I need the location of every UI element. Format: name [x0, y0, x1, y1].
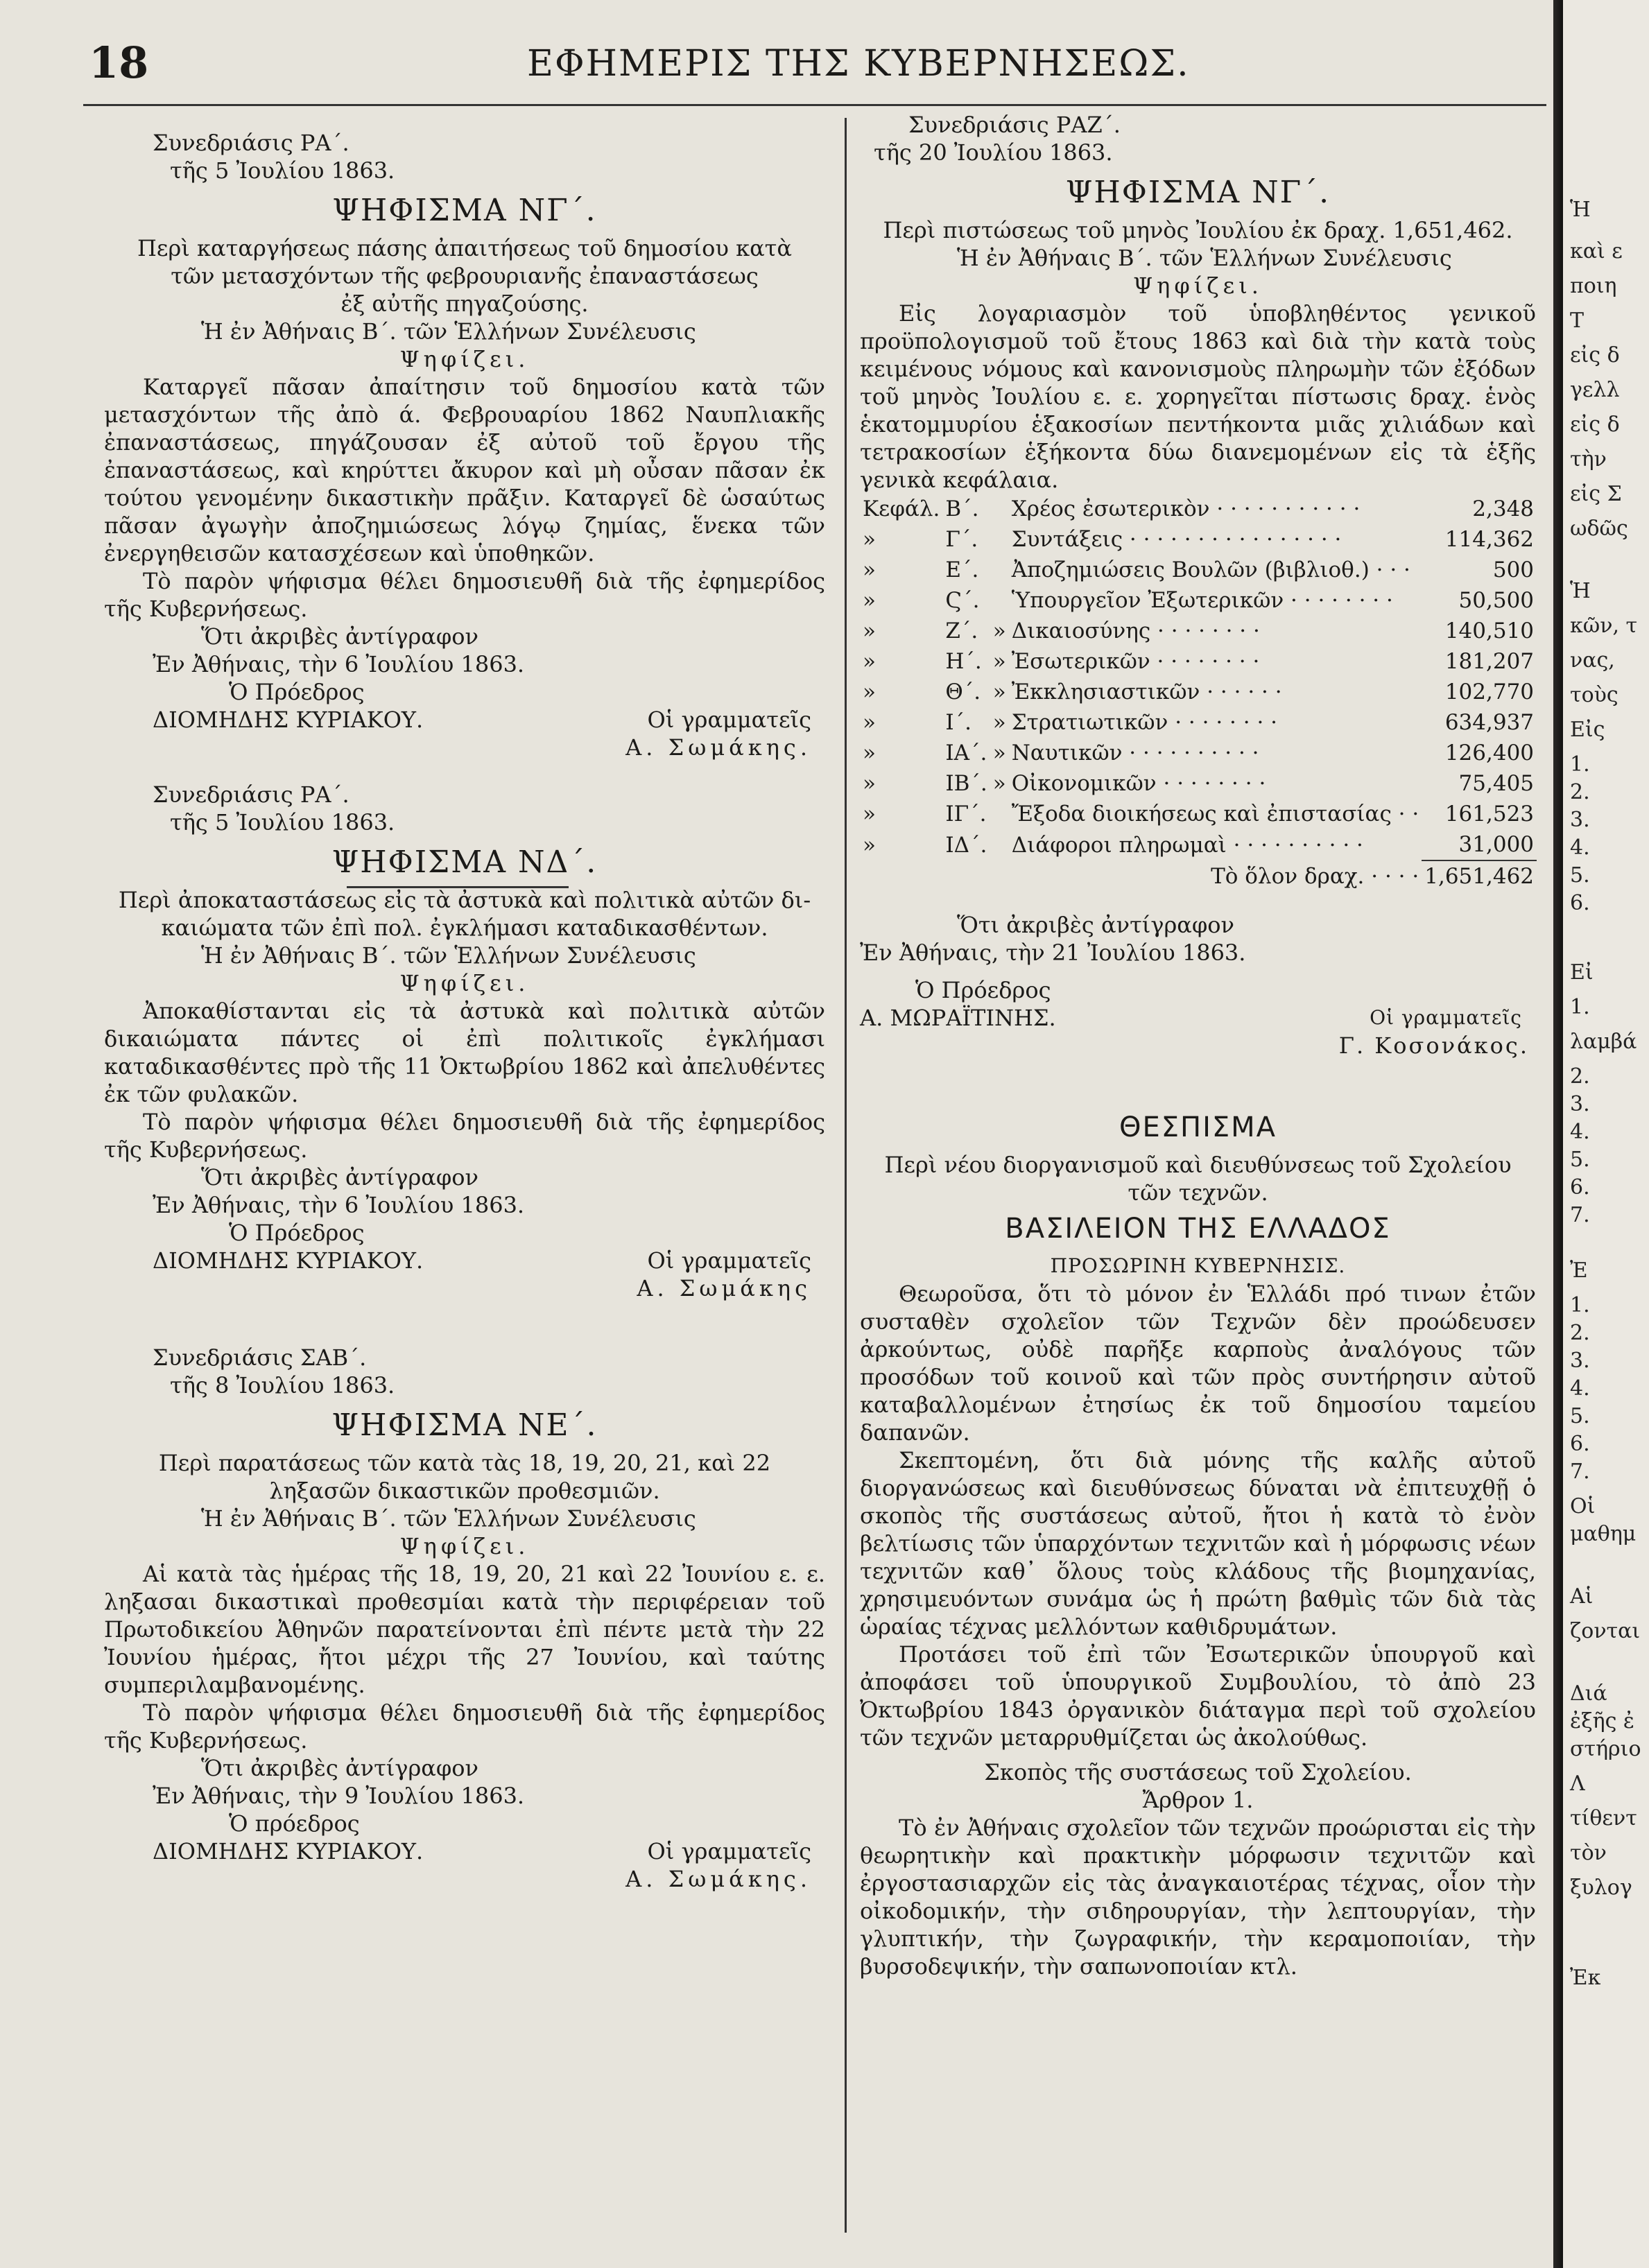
next-page-text-fragment: τὸν — [1570, 1841, 1607, 1865]
next-page-text-fragment: 2. — [1570, 780, 1590, 804]
decree-nd — [104, 781, 825, 1302]
next-page-text-fragment: 3. — [1570, 1349, 1590, 1373]
budget-chapter-number: Η΄. — [945, 649, 982, 674]
secretary-name: Α. Σωμάκης. — [625, 734, 811, 761]
next-page-text-fragment: Εἰ — [1570, 960, 1594, 985]
next-page-text-fragment: Διά — [1570, 1681, 1607, 1706]
next-page-text-fragment: ἐξῆς ἐ — [1570, 1709, 1635, 1733]
decrees-word: Ψηφίζει. — [399, 346, 530, 372]
budget-ditto-mark: » — [992, 679, 1006, 704]
place-date: Ἐν Ἀθήναις, τὴν 6 Ἰουλίου 1863. — [153, 1192, 525, 1218]
next-page-text-fragment: 1. — [1570, 995, 1590, 1019]
kingdom-heading: ΒΑΣΙΛΕΙΟΝ ΤΗΣ ΕΛΛΑΔΟΣ — [1005, 1213, 1391, 1245]
next-page-text-fragment: 4. — [1570, 1376, 1590, 1401]
decrees-word: Ψηφίζει. — [399, 1533, 530, 1559]
column-rule — [845, 118, 847, 2233]
next-page-text-fragment: Ἐ — [1570, 1258, 1588, 1283]
thespisma-subject-line: τῶν τεχνῶν. — [1128, 1179, 1268, 1206]
right-column — [860, 111, 1536, 1980]
budget-item-label: Δικαιοσύνης · · · · · · · · — [1011, 618, 1260, 643]
secretary-name: Γ. Κοσονάκος. — [1338, 1032, 1529, 1059]
budget-item-amount: 75,405 — [1458, 771, 1535, 796]
budget-chapter-prefix: » — [863, 588, 876, 613]
assembly-line: Ἡ ἐν Ἀθήναις Β΄. τῶν Ἑλλήνων Συνέλευσις — [201, 318, 696, 345]
decrees-word: Ψηφίζει. — [399, 970, 530, 996]
budget-item-amount: 634,937 — [1444, 710, 1535, 735]
decree-subject: Περὶ πιστώσεως τοῦ μηνὸς Ἰουλίου ἐκ δραχ. 1,651,462. — [883, 217, 1513, 243]
signatures — [104, 706, 825, 734]
session-line: Συνεδριάσις ΡΑ΄. — [153, 130, 349, 156]
next-page-text-fragment: 7. — [1570, 1460, 1590, 1484]
budget-row — [860, 524, 1537, 555]
publication-clause: Τὸ παρὸν ψήφισμα θέλει δημοσιευθῆ διὰ τῆς ἐφημερίδος τῆς Κυβερνήσεως. — [104, 1699, 825, 1754]
next-page-text-fragment: 3. — [1570, 808, 1590, 832]
budget-row — [860, 616, 1537, 646]
decree-body: Καταργεῖ πᾶσαν ἀπαίτησιν τοῦ δημοσίου κατὰ τῶν μετασχόντων τῆς ἀπὸ ά. Φεβρουαρίου 1862 Ναυπλιακῆς ἐπαναστάσεως, πηγάζουσαν ἐξ αὐτοῦ τοῦ ἔργου τῆς ἐπαναστάσεως, καὶ κηρύττει ἄκυρον καὶ μὴ οὖσαν πᾶσαν ἐκ τούτου γενομένην δικαστικὴν πρᾶξιν. Καταργεῖ δὲ ὡσαύτως πᾶσαν ἀγωγὴν ἀποζημιώσεως λόγῳ ζημίας, ἕνεκα τῶν ἐνεργηθεισῶν κατασχέσεων καὶ ὑποθηκῶν. — [104, 374, 825, 566]
assembly-line: Ἡ ἐν Ἀθήναις Β΄. τῶν Ἑλλήνων Συνέλευσις — [201, 1505, 696, 1532]
next-page-text-fragment: στήριο — [1570, 1737, 1641, 1761]
budget-chapter-number: Ε΄. — [945, 557, 979, 582]
decree-body: Ἀποκαθίστανται εἰς τὰ ἀστυκὰ καὶ πολιτικὰ αὐτῶν δικαιώματα πάντες οἱ ἐπὶ πολιτικοῖς ἐγκλήμασι καταδικασθέντες πρὸ τῆς 11 Ὀκτωβρίου 1862 καὶ ἀπελυθέντες ἐκ τῶν φυλακῶν. — [104, 998, 825, 1107]
budget-chapter-prefix: » — [863, 618, 876, 643]
budget-row — [860, 646, 1537, 677]
next-page-text-fragment: 5. — [1570, 863, 1590, 888]
budget-item-label: Ὑπουργεῖον Ἐξωτερικῶν · · · · · · · · — [1011, 588, 1393, 613]
next-page-text-fragment: εἰς δ — [1570, 343, 1620, 367]
secretaries-label: Οἱ γραμματεῖς — [647, 1247, 811, 1274]
thespisma-title: ΘΕΣΠΙΣΜΑ — [1119, 1111, 1277, 1143]
budget-ditto-mark: » — [992, 741, 1006, 765]
budget-table — [860, 494, 1537, 892]
thespisma — [860, 1107, 1536, 1980]
next-page-text-fragment: 2. — [1570, 1064, 1590, 1089]
decree-subject-line: ἐξ αὐτῆς πηγαζούσης. — [340, 291, 589, 317]
section-heading: Σκοπὸς τῆς συστάσεως τοῦ Σχολείου. — [984, 1759, 1412, 1785]
budget-item-amount: 2,348 — [1472, 496, 1535, 521]
assembly-line: Ἡ ἐν Ἀθήναις Β΄. τῶν Ἑλλήνων Συνέλευσις — [201, 942, 696, 969]
budget-item-amount: 50,500 — [1458, 588, 1535, 613]
budget-chapter-number: ΙΒ΄. — [945, 771, 987, 796]
session-date: τῆς 5 Ἰουλίου 1863. — [170, 809, 395, 836]
article-heading: Ἄρθρον 1. — [1142, 1787, 1254, 1813]
article-text: Τὸ ἐν Ἀθήναις σχολεῖον τῶν τεχνῶν προώρισται εἰς τὴν θεωρητικὴν καὶ πρακτικὴν μόρφωσιν τεχνιτῶν καὶ ἐργοστασιαρχῶν εἰς τὰς ἀναγκαιοτέρας τέχνας, οἷον τὴν οἰκοδομικήν, τὴν σιδηρουργίαν, τὴν λεπτουργίαν, τὴν γλυπτικήν, τὴν ζωγραφικήν, τὴν κεραμοποιίαν, τὴν βυρσοδεψικήν, τὴν σαπωνοποιίαν κτλ. — [860, 1815, 1536, 1980]
budget-chapter-number: Ϛ΄. — [945, 588, 980, 613]
budget-chapter-prefix: » — [863, 679, 876, 704]
budget-chapter-prefix: » — [863, 741, 876, 765]
budget-item-label: Στρατιωτικῶν · · · · · · · · — [1011, 710, 1278, 735]
budget-total-row — [860, 860, 1537, 892]
publication-clause: Τὸ παρὸν ψήφισμα θέλει δημοσιευθῆ διὰ τῆς ἐφημερίδος τῆς Κυβερνήσεως. — [104, 568, 825, 622]
government-heading: ΠΡΟΣΩΡΙΝΗ ΚΥΒΕΡΝΗΣΙΣ. — [1050, 1254, 1346, 1277]
decree-subject-line: Περὶ παρατάσεως τῶν κατὰ τὰς 18, 19, 20, 21, καὶ 22 — [158, 1450, 771, 1476]
budget-row — [860, 494, 1537, 524]
decree-title: ΨΗΦΙΣΜΑ ΝΕ΄. — [331, 1408, 598, 1443]
next-page-text-fragment: λαμβά — [1570, 1030, 1637, 1054]
budget-chapter-number: Β΄. — [945, 496, 979, 521]
proposal-paragraph: Προτάσει τοῦ ἐπὶ τῶν Ἐσωτερικῶν ὑπουργοῦ καὶ ἀποφάσει τοῦ ὑπουργικοῦ Συμβουλίου, τὸ ἀπὸ 23 Ὀκτωβρίου 1843 ὀργανικὸν διάταγμα περὶ τοῦ σχολείου τῶν τεχνῶν μεταρρυθμίζεται ὡς ἀκολούθως. — [860, 1641, 1536, 1751]
budget-row — [860, 585, 1537, 616]
president-name: ΔΙΟΜΗΔΗΣ ΚΥΡΙΑΚΟΥ. — [153, 1838, 424, 1864]
next-page-text-fragment: ξυλογ — [1570, 1876, 1632, 1900]
signatures — [860, 1004, 1536, 1032]
budget-chapter-prefix: » — [863, 771, 876, 796]
page-number: 18 — [89, 37, 149, 88]
thespisma-subject-line: Περὶ νέου διοργανισμοῦ καὶ διευθύνσεως τοῦ Σχολείου — [884, 1152, 1512, 1178]
next-page-text-fragment: 4. — [1570, 1120, 1590, 1144]
budget-item-amount: 126,400 — [1444, 741, 1535, 765]
next-page-text-fragment: 3. — [1570, 1092, 1590, 1116]
next-page-text-fragment: Ἡ — [1570, 579, 1591, 603]
budget-item-label: Συντάξεις · · · · · · · · · · · · · · · · — [1011, 527, 1342, 552]
running-title: ΕΦΗΜΕΡΙΣ ΤΗΣ ΚΥΒΕΡΝΗΣΕΩΣ. — [527, 43, 1190, 85]
president-label: Ὁ πρόεδρος — [229, 1810, 360, 1837]
header-rule — [83, 104, 1546, 106]
budget-chapter-number: Ι΄. — [945, 710, 972, 735]
decree-subject-line: καιώματα τῶν ἐπὶ πολ. ἐγκλήμασι καταδικασθέντων. — [161, 915, 768, 941]
decree-subject-line: τῶν μετασχόντων τῆς φεβρουριανῆς ἐπαναστάσεως — [171, 263, 759, 289]
budget-ditto-mark: » — [992, 618, 1006, 643]
president-label: Ὁ Πρόεδρος — [915, 977, 1051, 1003]
budget-ditto-mark — [990, 555, 1009, 585]
budget-ditto-mark — [990, 524, 1009, 555]
next-page-text-fragment: Ἡ — [1570, 198, 1591, 222]
budget-row — [860, 738, 1537, 768]
next-page-text-fragment: 1. — [1570, 752, 1590, 777]
budget-chapter-prefix: Κεφάλ. — [863, 496, 940, 521]
considering-paragraph: Σκεπτομένη, ὅτι διὰ μόνης τῆς καλῆς αὐτοῦ διοργανώσεως καὶ διευθύνσεως δύναται νὰ ἐπιτευχθῇ ὁ σκοπὸς τῆς συστάσεως αὐτοῦ, ἤτοι ἡ κατὰ τὸ ἐνὸν βελτίωσις τῶν ὑπαρχόντων τεχνιτῶν καὶ ἡ μόρφωσις νέων τεχνιτῶν καθ᾽ ὅλους τοὺς κλάδους τῆς βιομηχανίας, χρησιμευόντων συνάμα ὡς ἡ πρώτη βαθμὶς τῶν διὰ τὰς ὡραίας τέχνας μελλόντων καθιδρυμάτων. — [860, 1447, 1536, 1640]
next-page-text-fragment: κῶν, τ — [1570, 614, 1638, 638]
budget-ditto-mark — [990, 585, 1009, 616]
next-page-text-fragment: 4. — [1570, 836, 1590, 860]
total-label: Τὸ ὅλον δραχ. · · · · — [1211, 863, 1419, 889]
budget-row — [860, 829, 1537, 860]
budget-row — [860, 677, 1537, 707]
budget-row — [860, 768, 1537, 799]
next-page-text-fragment: καὶ ε — [1570, 239, 1623, 263]
decree-body: Εἰς λογαριασμὸν τοῦ ὑποβληθέντος γενικοῦ προϋπολογισμοῦ τοῦ ἔτους 1863 καὶ διὰ τὴν κατὰ τοὺς κειμένους νόμους καὶ κανονισμοὺς πληρωμὴν τῶν ἐξόδων τοῦ μηνὸς Ἰουλίου ε. ε. χορηγεῖται πίστωσις δραχ. ἑνὸς ἑκατομμυρίου ἑξακοσίων πεντήκοντα μιᾶς χιλιάδων καὶ τετρακοσίων ἑξήκοντα δύω διανεμομένων εἰς τὰ ἑξῆς γενικὰ κεφάλαια. — [860, 300, 1536, 493]
budget-item-label: Ναυτικῶν · · · · · · · · · · — [1011, 741, 1259, 765]
next-page-text-fragment: 5. — [1570, 1148, 1590, 1172]
budget-item-label: Ἐσωτερικῶν · · · · · · · · — [1011, 649, 1260, 674]
budget-item-amount: 500 — [1492, 557, 1535, 582]
session-line: Συνεδριάσις ΡΑΖ΄. — [908, 112, 1121, 138]
session-date: τῆς 20 Ἰουλίου 1863. — [874, 139, 1113, 166]
budget-row — [860, 555, 1537, 585]
next-page-text-fragment: Οἱ — [1570, 1494, 1596, 1518]
budget-ditto-mark — [990, 829, 1009, 860]
session-line: Συνεδριάσις ΡΑ΄. — [153, 781, 349, 808]
whereas-paragraph: Θεωροῦσα, ὅτι τὸ μόνον ἐν Ἑλλάδι πρό τινων ἐτῶν συσταθὲν σχολεῖον τῶν Τεχνῶν δὲν προώδευσεν ἀρκούντως, οὐδὲ παρῆξε καρποὺς ἀναλόγους τῶν προσόδων τοῦ κοινοῦ καὶ τῶν πρὸς συντήρησιν αὐτοῦ καταβαλλομένων ἐτησίως ἐκ τοῦ δημοσίου ταμείου δαπανῶν. — [860, 1281, 1536, 1446]
next-page-text-fragment: ωδῶς — [1570, 517, 1628, 541]
next-page-text-fragment: ζονται — [1570, 1619, 1641, 1643]
budget-chapter-prefix: » — [863, 649, 876, 674]
president-name: ΔΙΟΜΗΔΗΣ ΚΥΡΙΑΚΟΥ. — [153, 1247, 424, 1274]
budget-ditto-mark: » — [992, 710, 1006, 735]
decree-subject-line: Περὶ καταργήσεως πάσης ἀπαιτήσεως τοῦ δημοσίου κατὰ — [137, 235, 792, 261]
budget-item-label: Χρέος ἐσωτερικὸν · · · · · · · · · · · — [1011, 496, 1361, 521]
decree-body: Αἱ κατὰ τὰς ἡμέρας τῆς 18, 19, 20, 21 καὶ 22 Ἰουνίου ε. ε. ληξασαι δικαστικαὶ προθεσμίαι κατὰ τὴν περιφέρειαν τοῦ Πρωτοδικείου Ἀθηνῶν παρατείνονται ἐπὶ πέντε μετὰ τὴν 22 Ἰουνίου ἡμέρας, ἤτοι μέχρι τῆς 27 Ἰουνίου, καὶ ταύτης συμπεριλαμβανομένης. — [104, 1561, 825, 1698]
budget-chapter-prefix: » — [863, 832, 876, 858]
next-page-text-fragment: νας, — [1570, 648, 1615, 673]
decree-subject-line: ληξασῶν δικαστικῶν προθεσμιῶν. — [269, 1478, 660, 1504]
budget-item-label: Ἀποζημιώσεις Βουλῶν (βιβλιοθ.) · · · — [1011, 557, 1410, 582]
decree-title: ΨΗΦΙΣΜΑ ΝΓ΄. — [332, 193, 597, 228]
next-page-text-fragment: τὴν — [1570, 447, 1607, 471]
true-copy: Ὅτι ἀκριβὲς ἀντίγραφον — [201, 1755, 478, 1781]
next-page-text-fragment: Εἰς — [1570, 718, 1605, 742]
budget-item-amount: 31,000 — [1458, 832, 1535, 857]
budget-ditto-mark — [990, 494, 1009, 524]
budget-chapter-prefix: » — [863, 710, 876, 735]
next-page-text-fragment: 7. — [1570, 1203, 1590, 1227]
next-page-text-fragment: ποιη — [1570, 274, 1617, 298]
place-date: Ἐν Ἀθήναις, τὴν 9 Ἰουλίου 1863. — [153, 1783, 525, 1809]
budget-chapter-prefix: » — [863, 802, 876, 826]
decree-title: ΨΗΦΙΣΜΑ ΝΓ΄. — [1065, 175, 1331, 210]
secretaries-label: Οἱ γραμματεῖς — [647, 707, 811, 733]
budget-chapter-prefix: » — [863, 527, 876, 552]
adjacent-page-fragment — [1563, 0, 1649, 2268]
next-page-text-fragment: Αἱ — [1570, 1584, 1594, 1609]
true-copy: Ὅτι ἀκριβὲς ἀντίγραφον — [201, 1164, 478, 1191]
next-page-text-fragment: 6. — [1570, 891, 1590, 915]
budget-ditto-mark — [990, 799, 1009, 829]
budget-item-label: Διάφοροι πληρωμαὶ · · · · · · · · · · — [1011, 832, 1363, 858]
budget-chapter-number: ΙΔ΄. — [945, 832, 987, 858]
signatures — [104, 1837, 825, 1865]
secretary-name: Α. Σωμάκης — [637, 1275, 811, 1301]
next-page-text-fragment: 6. — [1570, 1432, 1590, 1456]
budget-row — [860, 799, 1537, 829]
left-column — [104, 129, 825, 1893]
budget-item-label: Ἐκκλησιαστικῶν · · · · · · — [1011, 679, 1282, 704]
budget-item-label: Οἰκονομικῶν · · · · · · · · — [1011, 771, 1266, 796]
budget-chapter-number: ΙΓ΄. — [945, 802, 987, 826]
next-page-text-fragment: Ἐκ — [1570, 1966, 1601, 1990]
secretaries-label: Οἱ γραμματεῖς — [647, 1838, 811, 1864]
secretary-name: Α. Σωμάκης. — [625, 1866, 811, 1892]
assembly-line: Ἡ ἐν Ἀθήναις Β΄. τῶν Ἑλλήνων Συνέλευσις — [957, 245, 1452, 271]
president-label: Ὁ Πρόεδρος — [229, 1220, 365, 1246]
decree-subject-line: Περὶ ἀποκαταστάσεως εἰς τὰ ἀστυκὰ καὶ πολιτικὰ αὐτῶν δι- — [118, 887, 811, 913]
budget-item-amount: 161,523 — [1444, 802, 1535, 826]
session-date: τῆς 5 Ἰουλίου 1863. — [170, 157, 395, 184]
next-page-text-fragment: Λ — [1570, 1772, 1585, 1796]
president-label: Ὁ Πρόεδρος — [229, 679, 365, 705]
next-page-text-fragment: εἰς Σ — [1570, 482, 1622, 506]
place-date: Ἐν Ἀθήναις, τὴν 6 Ἰουλίου 1863. — [153, 651, 525, 677]
next-page-text-fragment: 2. — [1570, 1321, 1590, 1345]
next-page-text-fragment: 1. — [1570, 1293, 1590, 1317]
page-gutter-shadow — [1553, 0, 1563, 2268]
budget-ditto-mark: » — [992, 649, 1006, 674]
decree-ne — [104, 1344, 825, 1893]
budget-chapter-number: Θ΄. — [945, 679, 981, 704]
next-page-text-fragment: Τ — [1570, 309, 1585, 333]
budget-chapter-number: Γ΄. — [945, 527, 978, 552]
budget-row — [860, 707, 1537, 738]
session-line: Συνεδριάσις ΣΑΒ΄. — [153, 1344, 367, 1371]
decree-separator — [347, 886, 569, 888]
place-date: Ἐν Ἀθήναις, τὴν 21 Ἰουλίου 1863. — [860, 940, 1246, 966]
president-name: Α. ΜΩΡΑΪΤΙΝΗΣ. — [860, 1005, 1056, 1031]
budget-item-amount: 181,207 — [1444, 649, 1535, 674]
budget-item-label: Ἔξοδα διοικήσεως καὶ ἐπιστασίας · · — [1011, 802, 1419, 826]
budget-item-amount: 114,362 — [1444, 527, 1535, 552]
next-page-text-fragment: γελλ — [1570, 378, 1620, 402]
decree-ng — [104, 129, 825, 761]
session-date: τῆς 8 Ἰουλίου 1863. — [170, 1372, 395, 1399]
next-page-text-fragment: εἰς δ — [1570, 413, 1620, 437]
next-page-text-fragment: μαθημ — [1570, 1522, 1637, 1546]
budget-chapter-number: ΙΑ΄. — [945, 741, 987, 765]
signatures — [104, 1247, 825, 1274]
secretaries-label: Οἱ γραμματεῖς — [1370, 1006, 1522, 1029]
next-page-text-fragment: 5. — [1570, 1404, 1590, 1428]
total-amount: 1,651,462 — [1422, 860, 1537, 892]
budget-item-amount: 140,510 — [1444, 618, 1535, 643]
budget-chapter-prefix: » — [863, 557, 876, 582]
decrees-word: Ψηφίζει. — [1133, 272, 1263, 299]
budget-ditto-mark: » — [992, 771, 1006, 796]
next-page-text-fragment: τίθεντ — [1570, 1806, 1637, 1830]
true-copy: Ὅτι ἀκριβὲς ἀντίγραφον — [201, 623, 478, 650]
next-page-text-fragment: τοὺς — [1570, 683, 1618, 707]
budget-chapter-number: Ζ΄. — [945, 618, 978, 643]
publication-clause: Τὸ παρὸν ψήφισμα θέλει δημοσιευθῆ διὰ τῆς ἐφημερίδος τῆς Κυβερνήσεως. — [104, 1109, 825, 1163]
budget-item-amount: 102,770 — [1444, 679, 1535, 704]
president-name: ΔΙΟΜΗΔΗΣ ΚΥΡΙΑΚΟΥ. — [153, 707, 424, 733]
next-page-text-fragment: 6. — [1570, 1175, 1590, 1200]
decree-title: ΨΗΦΙΣΜΑ ΝΔ΄. — [331, 845, 598, 880]
decree-credit — [860, 111, 1536, 1059]
true-copy: Ὅτι ἀκριβὲς ἀντίγραφον — [957, 912, 1234, 938]
